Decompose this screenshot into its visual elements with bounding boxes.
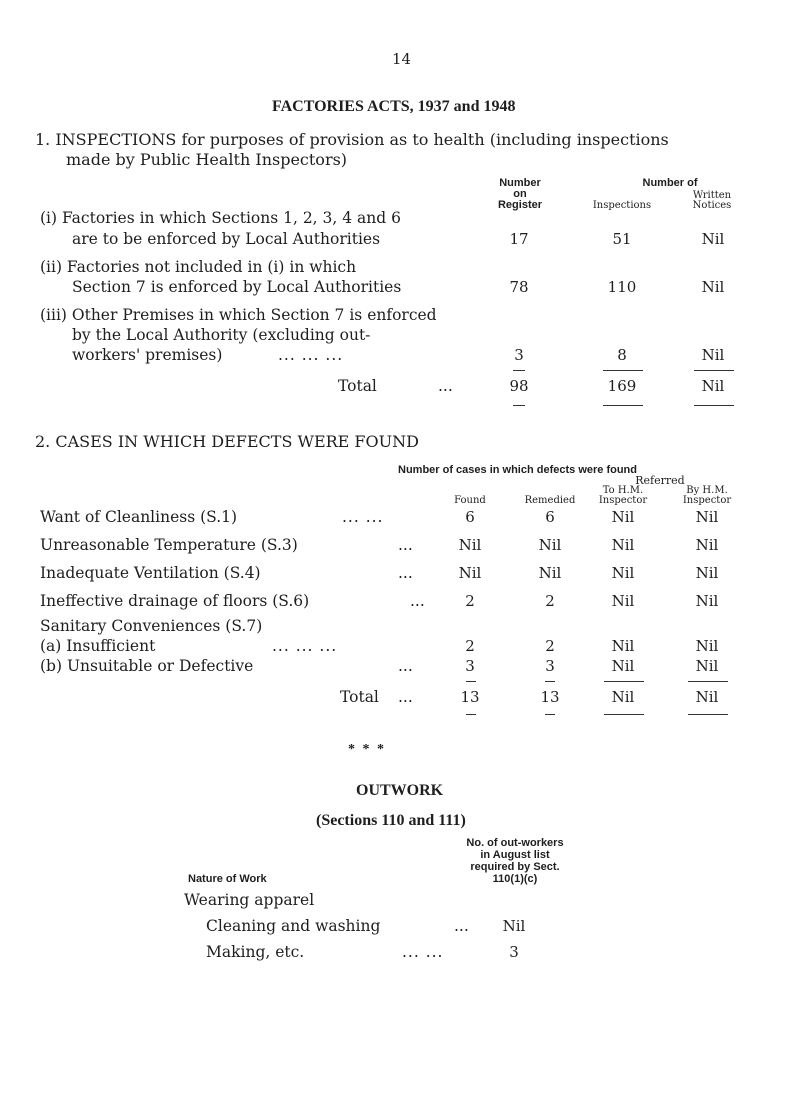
s2-subrow-a-found: 2 <box>465 637 475 655</box>
outwork-row1-value: Nil <box>502 917 526 935</box>
s2-row1-by-hm: Nil <box>695 508 719 526</box>
s1-row2-notices: Nil <box>701 278 725 296</box>
s2-subrow-a-to-hm: Nil <box>611 637 635 655</box>
outwork-category: Wearing apparel <box>184 891 315 909</box>
s2-total-found: 13 <box>460 688 480 706</box>
s2-row4-label: Ineffective drainage of floors (S.6) <box>40 592 310 610</box>
s1-row3-inspections: 8 <box>617 346 627 364</box>
s2-row2-to-hm: Nil <box>611 536 635 554</box>
s2-rule-by-hm-bottom <box>688 714 728 715</box>
s2-rule-remedied-bottom <box>545 714 555 715</box>
col-written-2: Notices <box>692 200 732 211</box>
s2-total-to-hm: Nil <box>611 688 635 706</box>
s2-row2-remedied: Nil <box>538 536 562 554</box>
col-register-2: on <box>513 188 527 200</box>
s1-row2-inspections: 110 <box>607 278 637 296</box>
s1-total-register: 98 <box>509 377 529 395</box>
s1-row1-inspections: 51 <box>612 230 632 248</box>
s2-row1-remedied: 6 <box>545 508 555 526</box>
col-number-of: Number of <box>642 177 698 189</box>
s2-subrow-a-dots: ... ... ... <box>272 637 338 655</box>
s1-row3-label-b: workers' premises) <box>72 346 223 364</box>
s2-row2-by-hm: Nil <box>695 536 719 554</box>
s2-row3-found: Nil <box>458 564 482 582</box>
outwork-col-no-3: required by Sect. <box>470 861 560 873</box>
s2-row3-to-hm: Nil <box>611 564 635 582</box>
s2-row4-by-hm: Nil <box>695 592 719 610</box>
s2-row1-dots: ... ... <box>342 508 384 526</box>
s2-row1-found: 6 <box>465 508 475 526</box>
outwork-col-no-1: No. of out-workers <box>466 837 564 849</box>
s2-col-remedied: Remedied <box>524 495 576 506</box>
section1-heading: 1. INSPECTIONS for purposes of provision as to health (including inspections <box>35 130 669 149</box>
s1-row3-label-a: (iii) Other Premises in which Section 7 is enforced <box>40 306 437 324</box>
outwork-col-no-4: 110(1)(c) <box>492 873 538 885</box>
s2-subrow-a-remedied: 2 <box>545 637 555 655</box>
s2-row2-dots: ... <box>398 536 413 554</box>
s2-col-to-hm-2: Inspector <box>598 495 648 506</box>
outwork-row2-label: Making, etc. <box>206 943 305 961</box>
s1-rule-notices-top <box>694 370 734 371</box>
outwork-col-no-2: in August list <box>480 849 550 861</box>
outwork-row2-value: 3 <box>509 943 519 961</box>
col-written-1: Written <box>692 190 732 201</box>
s1-row2-label-b: Section 7 is enforced by Local Authorities <box>72 278 402 296</box>
s1-rule-notices-bottom <box>694 405 734 406</box>
s2-row4-remedied: 2 <box>545 592 555 610</box>
s1-total-inspections: 169 <box>607 377 637 395</box>
s2-row1-label: Want of Cleanliness (S.1) <box>40 508 238 526</box>
s2-row1-to-hm: Nil <box>611 508 635 526</box>
s2-row3-dots: ... <box>398 564 413 582</box>
section1-heading-cont: made by Public Health Inspectors) <box>66 150 348 169</box>
s1-row3-register: 3 <box>514 346 524 364</box>
s2-rule-found-top <box>466 681 476 682</box>
s2-row4-dots: ... <box>410 592 425 610</box>
s2-row3-label: Inadequate Ventilation (S.4) <box>40 564 261 582</box>
s2-col-referred: Referred <box>635 474 685 487</box>
s1-row1-notices: Nil <box>701 230 725 248</box>
s2-row4-found: 2 <box>465 592 475 610</box>
s2-subrow-a-label: (a) Insufficient <box>40 637 156 655</box>
s2-subrow-b-remedied: 3 <box>545 657 555 675</box>
s1-total-notices: Nil <box>701 377 725 395</box>
s2-col-header: Number of cases in which defects were found <box>398 464 637 476</box>
page-number: 14 <box>392 50 412 68</box>
s2-col-by-hm-1: By H.M. <box>686 485 728 496</box>
s2-rule-by-hm-top <box>688 681 728 682</box>
s2-rule-to-hm-top <box>604 681 644 682</box>
s1-total-label: Total <box>338 377 377 395</box>
s2-subrow-b-found: 3 <box>465 657 475 675</box>
col-register-1: Number <box>499 177 541 189</box>
outwork-row1-dots: ... <box>454 917 469 935</box>
s1-row2-label-a: (ii) Factories not included in (i) in which <box>40 258 357 276</box>
s2-row4-to-hm: Nil <box>611 592 635 610</box>
s2-row3-remedied: Nil <box>538 564 562 582</box>
outwork-title: OUTWORK <box>356 782 444 799</box>
s1-rule-register-bottom <box>513 405 525 406</box>
s2-total-label: Total <box>340 688 379 706</box>
col-register-3: Register <box>497 199 543 211</box>
s1-rule-register-top <box>513 370 525 371</box>
s1-row1-label-a: (i) Factories in which Sections 1, 2, 3, 4 and 6 <box>40 209 401 227</box>
s2-subrow-b-to-hm: Nil <box>611 657 635 675</box>
s2-col-to-hm-1: To H.M. <box>602 485 644 496</box>
s2-row2-found: Nil <box>458 536 482 554</box>
outwork-col-nature: Nature of Work <box>188 873 267 885</box>
s1-row1-register: 17 <box>509 230 529 248</box>
section-separator: * * * <box>348 742 386 757</box>
outwork-row1-label: Cleaning and washing <box>206 917 381 935</box>
s2-total-by-hm: Nil <box>695 688 719 706</box>
s2-sanitary-heading: Sanitary Conveniences (S.7) <box>40 617 263 635</box>
s1-row1-label-b: are to be enforced by Local Authorities <box>72 230 381 248</box>
s1-total-dots: ... <box>438 377 453 395</box>
col-inspections: Inspections <box>592 200 652 211</box>
page-title: FACTORIES ACTS, 1937 and 1948 <box>272 98 516 115</box>
s2-subrow-b-dots: ... <box>398 657 413 675</box>
s1-row2-register: 78 <box>509 278 529 296</box>
outwork-subtitle: (Sections 110 and 111) <box>316 812 466 829</box>
s2-rule-found-bottom <box>466 714 476 715</box>
s1-rule-inspections-bottom <box>603 405 643 406</box>
s2-total-remedied: 13 <box>540 688 560 706</box>
outwork-row2-dots: ... ... <box>402 943 444 961</box>
s1-row3-dots: ... ... ... <box>278 346 344 364</box>
section2-heading: 2. CASES IN WHICH DEFECTS WERE FOUND <box>35 432 419 451</box>
s2-subrow-b-label: (b) Unsuitable or Defective <box>40 657 254 675</box>
s1-rule-inspections-top <box>603 370 643 371</box>
s2-rule-remedied-top <box>545 681 555 682</box>
s2-rule-to-hm-bottom <box>604 714 644 715</box>
s1-row3-notices: Nil <box>701 346 725 364</box>
s2-col-found: Found <box>454 495 486 506</box>
s2-subrow-a-by-hm: Nil <box>695 637 719 655</box>
s2-row3-by-hm: Nil <box>695 564 719 582</box>
s2-col-by-hm-2: Inspector <box>682 495 732 506</box>
s1-row3-label-a2: by the Local Authority (excluding out- <box>72 326 371 344</box>
s2-subrow-b-by-hm: Nil <box>695 657 719 675</box>
s2-row2-label: Unreasonable Temperature (S.3) <box>40 536 298 554</box>
s2-total-dots: ... <box>398 688 413 706</box>
